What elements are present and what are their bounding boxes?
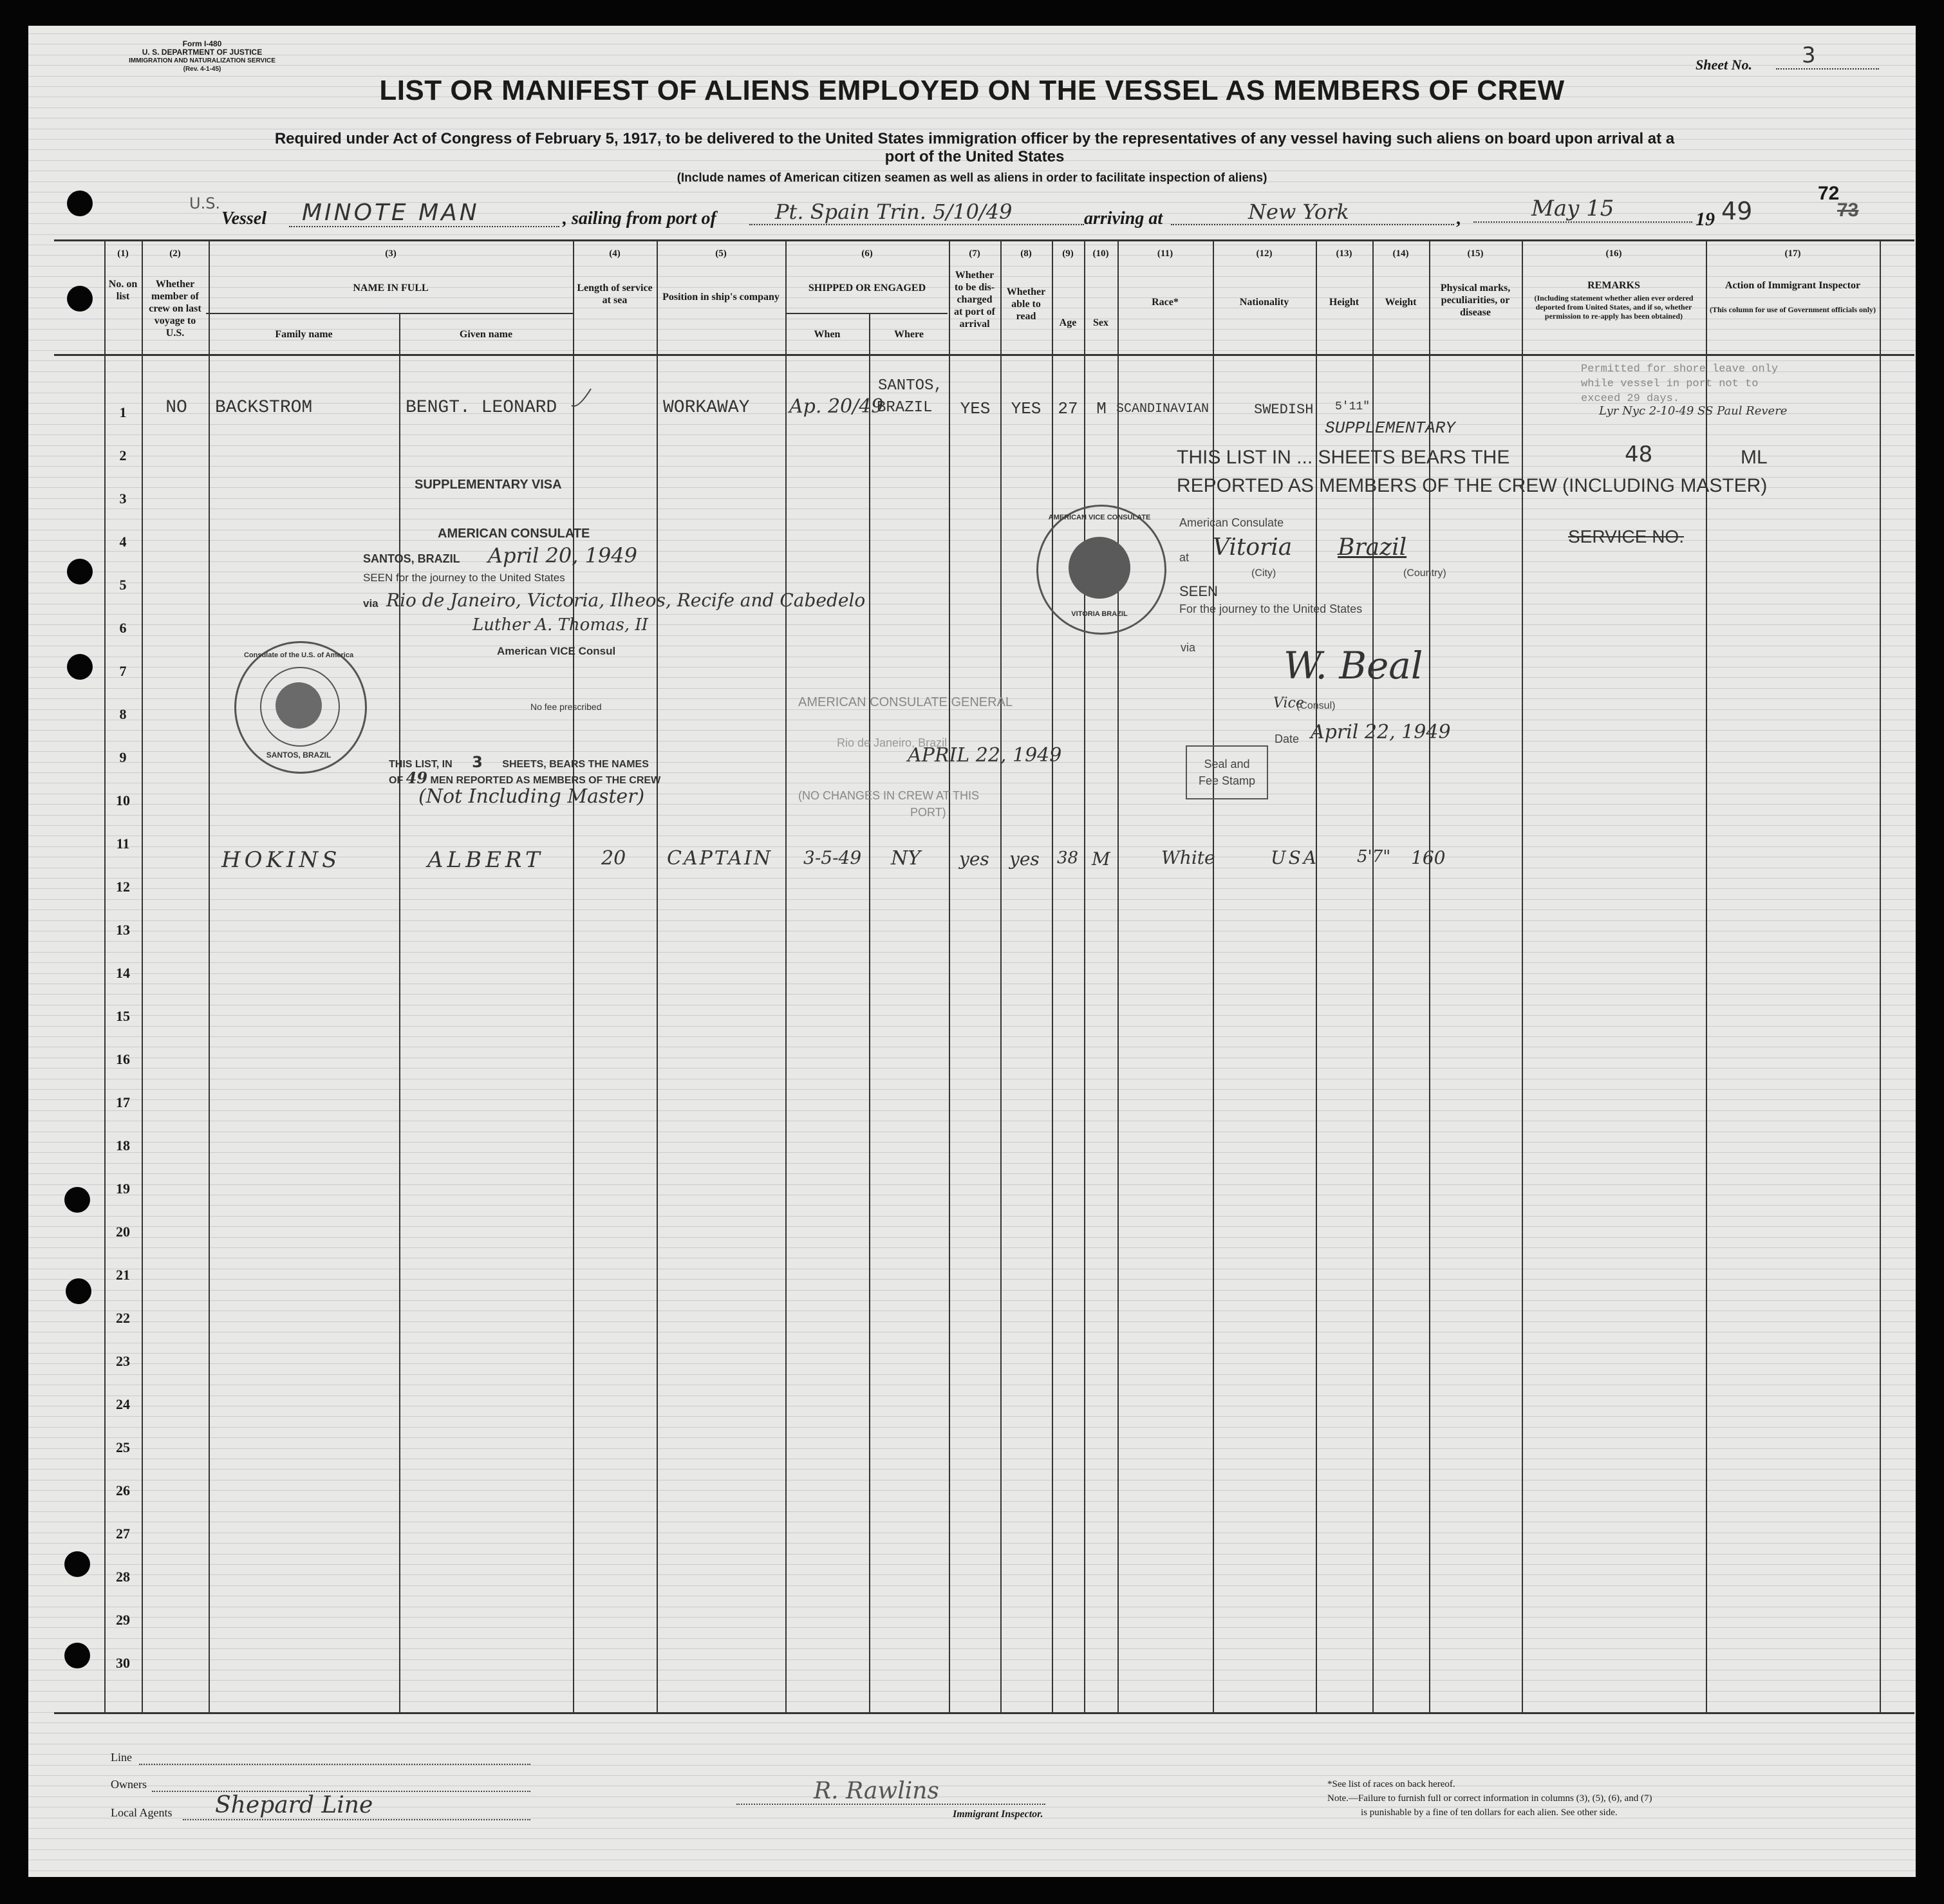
row11-given-name: ALBERT (427, 847, 544, 873)
vessel-label: Vessel (221, 209, 266, 229)
ruled-line (28, 1701, 1916, 1702)
row-number: 2 (119, 447, 127, 463)
ruled-line (28, 1237, 1916, 1238)
row-number: 21 (116, 1267, 130, 1283)
ruled-line (28, 1363, 1916, 1364)
row1-discharged: YES (960, 399, 991, 418)
sheet-number-value: 3 (1776, 42, 1879, 70)
list-count-text-men: MEN REPORTED AS MEMBERS OF THE CREW (430, 775, 661, 786)
seal-fee-stamp-box (1186, 745, 1268, 799)
ruled-line (28, 1026, 1916, 1027)
form-identifier (118, 40, 286, 73)
ruled-line (28, 1353, 1916, 1354)
col-divider (1052, 239, 1053, 1713)
row1-position: WORKAWAY (663, 398, 750, 418)
seal-fee-line-1: Seal and (1204, 758, 1250, 770)
eagle-seal-icon (1069, 537, 1130, 599)
vitoria-list-line-1-end: ML (1741, 447, 1768, 468)
header-bottom-border (54, 354, 1914, 356)
ruled-line (28, 1184, 1916, 1185)
year-prefix: 19 (1696, 209, 1715, 230)
list-count-line-2 (389, 769, 660, 787)
col-divider (869, 313, 870, 1713)
visa-fee: No fee prescribed (530, 702, 602, 712)
column-number: (12) (1256, 248, 1273, 259)
row11-age: 38 (1057, 848, 1079, 868)
binder-hole (66, 1278, 91, 1304)
ruled-line (28, 804, 1916, 805)
corner-number: 72 (1818, 183, 1840, 204)
list-men-count: 49 (406, 769, 428, 787)
ruled-line (28, 1163, 1916, 1164)
column-header: Age (1059, 317, 1077, 328)
table-bottom-border (54, 1712, 1914, 1714)
vitoria-vice: Vice (1273, 695, 1304, 711)
column-number: (9) (1062, 248, 1074, 259)
supplementary-visa-heading: SUPPLEMENTARY VISA (415, 478, 562, 492)
column-header: Sex (1093, 317, 1108, 328)
vitoria-date: April 22, 1949 (1311, 721, 1451, 743)
footer-owners-label: Owners (111, 1778, 147, 1791)
col-divider (1084, 239, 1085, 1713)
ruled-line (28, 424, 1916, 425)
ruled-line (28, 1142, 1916, 1143)
ruled-line (28, 1585, 1916, 1586)
visa-seen-line: SEEN for the journey to the United States (363, 572, 565, 584)
vitoria-list-line-2: REPORTED AS MEMBERS OF THE CREW (INCLUDING MASTER) (1177, 475, 1768, 496)
column-number: (15) (1467, 248, 1484, 259)
row-number: 5 (119, 577, 127, 593)
row-number: 23 (116, 1353, 130, 1369)
santos-seal-city: SANTOS, BRAZIL (266, 751, 332, 760)
col-divider (142, 239, 143, 1713)
ruled-line (28, 888, 1916, 889)
column-number: (17) (1784, 248, 1801, 259)
row-number: 7 (119, 663, 127, 679)
column-number: (13) (1336, 248, 1352, 259)
department-name: U. S. DEPARTMENT OF JUSTICE (142, 48, 263, 57)
col-divider (1880, 239, 1881, 1713)
col-divider (573, 239, 574, 1713)
visa-date: April 20, 1949 (488, 543, 638, 568)
requirement-line-2: port of the United States (884, 148, 1065, 165)
col-divider (785, 239, 787, 1713)
arrival-date: May 15 (1473, 196, 1692, 223)
row-number: 1 (119, 404, 127, 420)
ruled-line (28, 941, 1916, 942)
comma: , (1456, 209, 1461, 229)
penalty-note-2: is punishable by a fine of ten dollars for each alien. See other side. (1361, 1807, 1618, 1818)
row-number: 24 (116, 1396, 130, 1412)
row-number: 22 (116, 1310, 130, 1326)
vitoria-list-line-1: THIS LIST IN ... SHEETS BEARS THE (1177, 447, 1510, 468)
binder-hole (67, 286, 93, 312)
row11-shipped-when: 3-5-49 (803, 847, 862, 868)
vitoria-city: Vitoria (1213, 534, 1293, 561)
ruled-line (28, 65, 1916, 66)
ruled-line (28, 234, 1916, 235)
ruled-line (28, 1828, 1916, 1829)
ruled-line (28, 835, 1916, 836)
row-number: 19 (116, 1181, 130, 1197)
row11-nationality: USA (1271, 847, 1319, 868)
row11-shipped-where: NY (891, 847, 921, 870)
ruled-line (28, 1627, 1916, 1628)
column-header: Whether to be dis-charged at port of arrival (954, 270, 995, 330)
row1-nationality: SWEDISH (1254, 402, 1314, 418)
ruled-line (28, 1448, 1916, 1449)
ruled-line (28, 1099, 1916, 1100)
ruled-line (28, 1849, 1916, 1850)
row1-last-voyage: NO (165, 398, 187, 418)
ruled-line (28, 1437, 1916, 1438)
row-number: 26 (116, 1482, 130, 1498)
row-number: 11 (116, 835, 130, 852)
list-count-text-a: THIS LIST, IN (389, 759, 453, 770)
ruled-line (28, 1205, 1916, 1206)
ruled-line (28, 1469, 1916, 1470)
ruled-line (28, 1775, 1916, 1776)
ruled-line (28, 1490, 1916, 1491)
remarks-typed-line-2: while vessel in port not to (1581, 378, 1759, 390)
ruled-line (28, 962, 1916, 963)
column-header: Height (1329, 297, 1360, 308)
footer-agents-label: Local Agents (111, 1806, 173, 1819)
arriving-port: New York (1171, 200, 1454, 225)
sailing-port: Pt. Spain Trin. 5/10/49 (749, 200, 1084, 225)
column-header: Weight (1385, 297, 1417, 308)
vitoria-seen: SEEN (1179, 583, 1218, 599)
penalty-note-1: Note.—Failure to furnish full or correct information in columns (3), (5), (6), and (7) (1327, 1793, 1652, 1804)
column-header: REMARKS (1587, 280, 1640, 291)
agents-field (183, 1819, 530, 1820)
ruled-line (28, 1754, 1916, 1755)
visa-via-label: via (363, 597, 379, 610)
col-divider (1117, 239, 1119, 1713)
row1-sex: M (1096, 399, 1107, 418)
service-name: IMMIGRATION AND NATURALIZATION SERVICE (129, 57, 276, 64)
ruled-line (28, 1765, 1916, 1766)
vitoria-seal-bottom: VITORIA BRAZIL (1071, 610, 1128, 618)
row11-family-name: HOKINS (221, 847, 341, 873)
ruled-line (28, 1279, 1916, 1280)
vitoria-at-label: at (1179, 551, 1190, 564)
ruled-line (28, 815, 1916, 816)
ruled-line (28, 1015, 1916, 1016)
ruled-line (28, 1511, 1916, 1512)
row-number: 13 (116, 922, 130, 938)
shipped-subheader-border (787, 313, 948, 314)
column-number: (4) (609, 248, 621, 259)
consulate-general-city: Rio de Janeiro, Brazil (837, 736, 948, 749)
year-value: 49 (1721, 197, 1753, 225)
row-number: 12 (116, 879, 130, 895)
sailing-label: , sailing from port of (563, 209, 716, 229)
ruled-line (28, 1722, 1916, 1723)
row-number: 15 (116, 1008, 130, 1024)
ruled-line (28, 1574, 1916, 1575)
row11-discharged: yes (959, 848, 989, 870)
country-caption: (Country) (1403, 568, 1446, 579)
column-number: (6) (861, 248, 873, 259)
column-note: (This column for use of Government officials only) (1709, 305, 1876, 314)
remarks-typed-line-1: Permitted for shore leave only (1581, 363, 1779, 375)
ruled-line (28, 614, 1916, 615)
arriving-label: arriving at (1084, 209, 1163, 229)
column-header: NAME IN FULL (353, 283, 429, 294)
column-subheader: Given name (459, 329, 513, 340)
ruled-line (28, 1838, 1916, 1839)
ruled-line (28, 498, 1916, 499)
ruled-line (28, 899, 1916, 900)
ruled-line (28, 1617, 1916, 1618)
not-including-master: (Not Including Master) (418, 785, 645, 808)
binder-hole (64, 1551, 90, 1577)
row11-race: White (1161, 847, 1215, 868)
consulate-general-date: APRIL 22, 1949 (908, 744, 1062, 767)
ruled-line (28, 1680, 1916, 1681)
column-number: (16) (1605, 248, 1622, 259)
list-count-text-c: SHEETS, BEARS THE NAMES (502, 759, 649, 770)
ruled-line (28, 825, 1916, 826)
col-divider (657, 239, 658, 1713)
column-header: Length of service at sea (577, 283, 653, 306)
ruled-line (28, 1543, 1916, 1544)
ruled-line (28, 1564, 1916, 1565)
table-top-border (54, 239, 1914, 241)
vitoria-supplementary: SUPPLEMENTARY (1325, 418, 1455, 438)
column-number: (10) (1092, 248, 1109, 259)
visa-consulate: AMERICAN CONSULATE (438, 527, 590, 541)
list-sheet-count: 3 (472, 753, 483, 771)
vitoria-consulate: American Consulate (1179, 516, 1284, 529)
column-subheader: When (814, 329, 841, 340)
ruled-line (28, 350, 1916, 351)
binder-hole (67, 654, 93, 680)
ruled-line (28, 920, 1916, 921)
races-note: *See list of races on back hereof. (1327, 1779, 1455, 1789)
legal-requirement (118, 130, 1831, 166)
ruled-line (28, 107, 1916, 108)
row-number: 16 (116, 1051, 130, 1067)
ruled-line (28, 1089, 1916, 1090)
row-number: 28 (116, 1569, 130, 1585)
col-divider (1706, 239, 1707, 1713)
col-divider (209, 239, 210, 1713)
footer-line-label: Line (111, 1751, 132, 1764)
column-subheader: Where (894, 329, 924, 340)
ruled-line (28, 1290, 1916, 1291)
row1-height: 5'11" (1335, 400, 1370, 413)
line-field (139, 1764, 530, 1765)
row-number: 18 (116, 1137, 130, 1153)
row-number: 3 (119, 490, 127, 507)
col-divider (949, 239, 950, 1713)
ruled-line (28, 1501, 1916, 1502)
ruled-line (28, 1173, 1916, 1174)
ruled-line (28, 624, 1916, 625)
column-number: (3) (385, 248, 397, 259)
row-number: 6 (119, 620, 127, 636)
page-title: LIST OR MANIFEST OF ALIENS EMPLOYED ON THE VESSEL AS MEMBERS OF CREW (379, 75, 1565, 106)
column-number: (14) (1392, 248, 1409, 259)
column-number: (11) (1157, 248, 1173, 259)
row11-able-to-read: yes (1009, 848, 1040, 870)
row-number: 17 (116, 1094, 130, 1110)
row-number: 9 (119, 749, 127, 765)
ruled-line (28, 360, 1916, 361)
ruled-line (28, 878, 1916, 879)
row-number: 8 (119, 706, 127, 722)
column-number: (5) (715, 248, 727, 259)
include-note: (Include names of American citizen seamen as well as aliens in order to facilitate inspection of aliens) (677, 171, 1267, 185)
list-count-text-of: OF (389, 775, 404, 786)
no-changes-line-2: PORT) (910, 806, 946, 819)
city-caption: (City) (1251, 568, 1276, 579)
visa-location: SANTOS, BRAZIL (363, 552, 460, 565)
row11-service: 20 (601, 847, 626, 870)
column-number: (7) (969, 248, 980, 259)
binder-hole (64, 1187, 90, 1213)
ruled-line (28, 1691, 1916, 1692)
row1-able-to-read: YES (1011, 399, 1042, 418)
row1-shipped-where-1: SANTOS, (878, 377, 943, 395)
ruled-line (28, 1300, 1916, 1301)
vessel-name: MINOTE MAN (289, 200, 559, 227)
vitoria-consul-caption: (Consul) (1296, 700, 1336, 711)
form-id: Form I-480 (182, 39, 222, 48)
form-revision: (Rev. 4-1-45) (183, 66, 221, 73)
row-number: 20 (116, 1224, 130, 1240)
check-mark-icon (569, 386, 595, 412)
ruled-line (28, 1395, 1916, 1396)
vitoria-country: Brazil (1338, 534, 1407, 561)
inspector-label: Immigrant Inspector. (953, 1809, 1043, 1820)
row1-remarks-typed (1581, 362, 1778, 406)
col-divider (1522, 239, 1523, 1713)
ruled-line (28, 1416, 1916, 1417)
binder-hole (67, 191, 93, 216)
ruled-line (28, 1152, 1916, 1153)
ruled-line (28, 973, 1916, 974)
row-number: 30 (116, 1655, 130, 1671)
local-agents-value: Shepard Line (215, 1792, 373, 1818)
column-number: (2) (169, 248, 181, 259)
ruled-line (28, 33, 1916, 34)
row11-weight: 160 (1411, 847, 1446, 868)
ruled-line (28, 1110, 1916, 1111)
ruled-line (28, 1427, 1916, 1428)
binder-hole (67, 559, 93, 584)
col-divider (399, 313, 400, 1713)
vitoria-seal-top: AMERICAN VICE CONSULATE (1048, 514, 1151, 521)
ruled-line (28, 1226, 1916, 1227)
row1-age: 27 (1058, 399, 1078, 418)
column-header: Whether member of crew on last voyage to U.S. (149, 279, 201, 339)
vitoria-crew-count: 48 (1625, 442, 1653, 467)
ruled-line (28, 1216, 1916, 1217)
vitoria-journey: For the journey to the United States (1179, 602, 1363, 615)
visa-signature: Luther A. Thomas, II (472, 615, 648, 635)
inspector-signature: R. Rawlins (814, 1778, 939, 1804)
ruled-line (28, 1247, 1916, 1248)
column-header: Whether able to read (1006, 286, 1046, 322)
sheet-number-label: Sheet No. (1696, 57, 1752, 73)
column-header: Position in ship's company (662, 292, 780, 303)
row11-position: CAPTAIN (667, 847, 772, 870)
column-header: No. on list (108, 279, 138, 302)
us-mark: U.S. (189, 194, 221, 212)
consulate-general-heading: AMERICAN CONSULATE GENERAL (798, 695, 1013, 709)
column-header: SHIPPED OR ENGAGED (808, 283, 926, 294)
binder-hole (64, 1643, 90, 1668)
column-number: (8) (1020, 248, 1032, 259)
vitoria-signature: W. Beal (1284, 644, 1423, 687)
row-number: 4 (119, 534, 127, 550)
manifest-page (28, 26, 1916, 1877)
ruled-line (28, 561, 1916, 562)
ruled-line (28, 635, 1916, 636)
ruled-line (28, 551, 1916, 552)
row11-height: 5'7" (1357, 847, 1391, 866)
ruled-line (28, 1648, 1916, 1649)
requirement-line-1: Required under Act of Congress of February 5, 1917, to be delivered to the United States immigration officer by the representatives of any vessel having such aliens on board upon arrival at a (274, 130, 1675, 147)
column-header: Nationality (1239, 297, 1289, 308)
ruled-line (28, 1321, 1916, 1322)
visa-route: Rio de Janeiro, Victoria, Ilheos, Recife and Cabedelo (386, 590, 866, 611)
column-header: Race* (1152, 297, 1179, 308)
row-number: 25 (116, 1439, 130, 1455)
row11-sex: M (1092, 848, 1110, 870)
row-number: 14 (116, 965, 130, 981)
ruled-line (28, 952, 1916, 953)
remarks-typed-line-3: exceed 29 days. (1581, 393, 1680, 405)
name-subheader-border (206, 313, 573, 314)
seal-fee-line-2: Fee Stamp (1198, 774, 1256, 787)
ruled-line (28, 1638, 1916, 1639)
row1-race: SCANDINAVIAN (1116, 402, 1210, 416)
row1-remarks-handwritten: Lyr Nyc 2-10-49 SS Paul Revere (1599, 404, 1788, 418)
ruled-line (28, 434, 1916, 435)
column-subheader: Family name (275, 329, 333, 340)
column-header: Action of Immigrant Inspector (1724, 280, 1861, 291)
column-header: Physical marks, peculiarities, or disease (1440, 283, 1511, 318)
row-number: 29 (116, 1612, 130, 1628)
row-number: 10 (116, 792, 130, 808)
column-number: (1) (117, 248, 129, 259)
column-note: (Including statement whether alien ever ordered deported from United States, and if so, whether permission to re-apply has been obtained) (1534, 294, 1694, 321)
corner-number-struck: 73 (1837, 200, 1859, 221)
santos-seal-text: Consulate of the U.S. of America (243, 651, 354, 659)
row1-shipped-where-2: BRAZIL (877, 399, 933, 416)
ruled-line (28, 1659, 1916, 1660)
row1-shipped-when: Ap. 20/49 (789, 395, 884, 418)
service-number: SERVICE NO. (1568, 527, 1684, 546)
ruled-line (28, 1068, 1916, 1069)
eagle-seal-icon (276, 682, 322, 729)
ruled-line (28, 1036, 1916, 1037)
vitoria-via-label: via (1181, 641, 1196, 654)
row1-family-name: BACKSTROM (215, 398, 313, 418)
visa-signer-title: American VICE Consul (497, 645, 616, 657)
col-divider (1000, 239, 1002, 1713)
row1-given-name: BENGT. LEONARD (406, 398, 557, 418)
ruled-line (28, 1374, 1916, 1375)
vitoria-date-label: Date (1275, 733, 1300, 745)
no-changes-line-1: (NO CHANGES IN CREW AT THIS (798, 789, 980, 802)
row-number: 27 (116, 1526, 130, 1542)
